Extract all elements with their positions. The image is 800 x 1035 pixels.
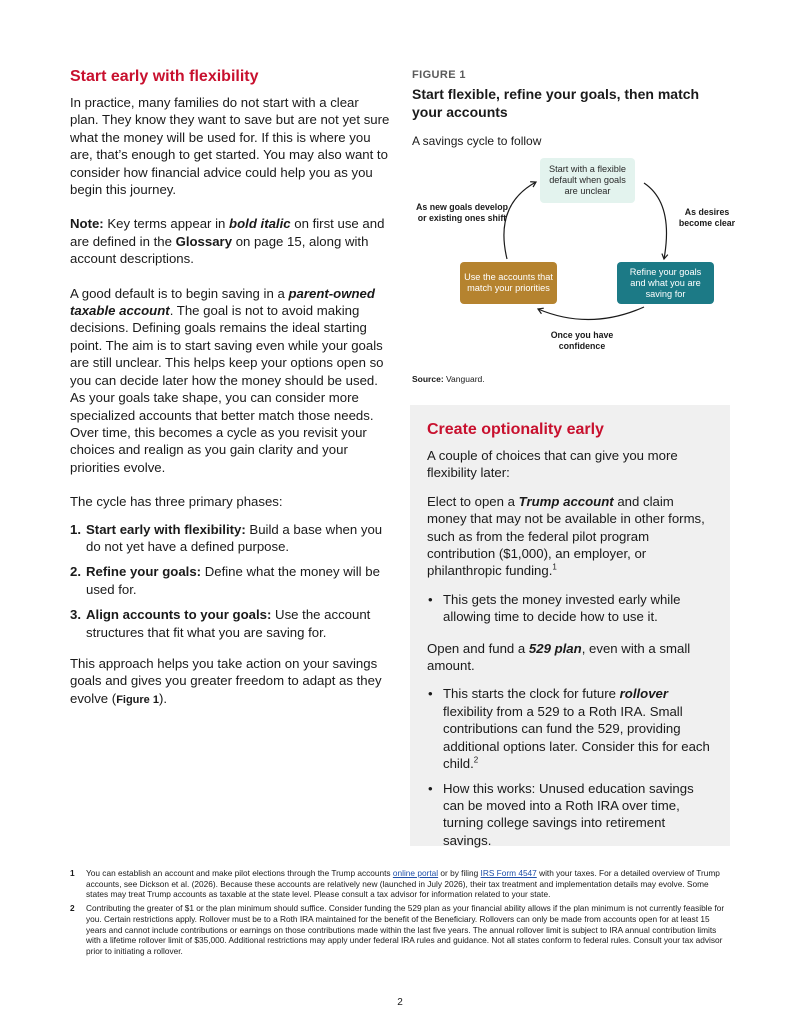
term-rollover: rollover	[619, 686, 669, 702]
figure-reference-link[interactable]: Figure 1	[116, 693, 159, 706]
page-number: 2	[397, 997, 403, 1008]
source-label: Source:	[412, 374, 444, 384]
list-item	[70, 563, 390, 598]
online-portal-link[interactable]: online portal	[392, 868, 439, 878]
phase-title: Align accounts to your goals:	[86, 607, 272, 623]
phase-number: 1.	[70, 521, 81, 537]
figure-subtitle: A savings cycle to follow	[412, 134, 542, 148]
savings-cycle-diagram	[412, 155, 742, 365]
arrow-refine-to-use	[538, 307, 644, 320]
note-text-b: on first use and are defined in the	[70, 216, 385, 249]
figure-label: FIGURE 1	[412, 69, 466, 81]
callout-intro: A couple of choices that can give you more flexibility later:	[427, 448, 678, 481]
text: flexibility from a 529 to a Roth IRA. Small contributions can fund the 529, providing additional options later. Consider this for each child.	[443, 703, 710, 772]
note-label: Note:	[70, 216, 104, 232]
default-text-a: A good default is to begin saving in a	[70, 285, 289, 301]
figure-header	[412, 68, 732, 149]
term-trump-account: Trump account	[518, 493, 614, 509]
phase-text: Use the account structures that fit what you are saving for.	[86, 607, 371, 640]
closing-text-b: ).	[158, 690, 168, 706]
source-text: Vanguard.	[443, 374, 485, 384]
text: You can establish an account and make pilot elections through the Trump accounts	[86, 868, 393, 878]
note-bold-italic: bold italic	[229, 216, 291, 232]
term-parent-owned-taxable-account: parent-owned taxable account	[70, 285, 375, 319]
label-confidence: Once you have confidence	[550, 330, 614, 351]
note-paragraph	[70, 215, 390, 267]
node-start-flexible: Start with a flexible default when goals are unclear	[540, 158, 635, 203]
footnote-ref-1[interactable]: 1	[552, 563, 557, 573]
phase-text: Define what the money will be used for.	[86, 564, 380, 597]
footnote-1	[70, 868, 730, 900]
list-item	[427, 685, 714, 772]
text: and claim money that may not be available in other forms, such as from the federal pilot program contribution ($1,000), an employer, or philanthropic funding.	[427, 493, 705, 579]
text: or by filing	[438, 868, 481, 878]
footnote-number: 2	[70, 903, 75, 914]
footnote-ref-2[interactable]: 2	[473, 755, 479, 765]
list-item	[70, 606, 390, 641]
text: with your taxes. For a detailed overview of Trump accounts, see Dickson et al. (2026). Because these accounts are relatively new (launched in July 2026), their tax treatment and implementation details may evolve. Some states may treat Trump accounts as taxable at the state level. Please consult a tax advisor for information related to your state.	[86, 868, 720, 900]
list-item: • How this works: Unused education savings can be moved into a Roth IRA over time, turning college savings into retirement savings.	[427, 780, 714, 850]
footnotes	[70, 868, 730, 960]
node-refine-goals: Refine your goals and what you are saving for	[617, 262, 714, 304]
note-text-c: on page 15, along with account descriptions.	[70, 233, 369, 267]
figure-title: Start flexible, refine your goals, then match your accounts	[412, 86, 700, 120]
closing-paragraph	[70, 655, 390, 709]
text: Open and fund a	[427, 640, 529, 656]
arrow-start-to-refine	[644, 183, 667, 259]
text: Elect to open a	[427, 493, 519, 509]
trump-account-paragraph	[427, 493, 714, 580]
default-text-b: . The goal is not to avoid making decisions. Defining goals remains the ideal starting point. The aim is to start saving even while your goals are still unclear. This helps keep your options open so you can decide later how the money should be used. As your goals take shape, you can consider more specialized accounts that better match those needs. Over time, this becomes a cycle as you revisit your choices and realign as you gain clarity and your priorities evolve.	[70, 303, 384, 475]
glossary-reference: Glossary	[175, 233, 233, 249]
note-text-a: Key terms appear in	[103, 216, 230, 232]
phase-number: 3.	[70, 607, 81, 623]
text: , even with a small amount.	[427, 640, 691, 674]
footnote-text	[86, 868, 730, 900]
plan-529-bullets	[427, 685, 714, 849]
list-item	[70, 521, 390, 556]
trump-account-bullets	[427, 591, 714, 626]
plan-529-paragraph	[427, 640, 714, 675]
text: This starts the clock for future	[443, 686, 620, 702]
figure-source	[412, 374, 485, 384]
phase-text: Build a base when you do not yet have a defined purpose.	[86, 521, 383, 554]
label-desires-clear: As desires become clear	[678, 207, 736, 228]
optionality-callout-box	[410, 405, 730, 846]
phase-list	[70, 521, 390, 641]
intro-paragraph: In practice, many families do not start with a clear plan. They know they want to save but are not yet sure what the money will be used for. If this is where you are, that’s enough to get started. You may also want to consider how financial advice could help you as you begin this journey.	[70, 95, 390, 198]
list-item: • This gets the money invested early while allowing time to decide how to use it.	[427, 591, 714, 626]
node-use-accounts: Use the accounts that match your priorities	[460, 262, 557, 304]
term-529-plan: 529 plan	[528, 640, 582, 656]
closing-text-a: This approach helps you take action on your savings goals and gives you greater freedom to adapt as they evolve (	[70, 655, 382, 706]
footnote-2	[70, 903, 730, 957]
left-column	[70, 66, 390, 726]
phase-title: Start early with flexibility:	[86, 521, 246, 537]
irs-form-4547-link[interactable]: IRS Form 4547	[480, 868, 537, 878]
footnote-text: Contributing the greater of $1 or the plan minimum should suffice. Consider funding the 529 plan as your financial ability allows if the plan minimum is not currently feasible for you. Certain restrictions apply. Rollover must be to a Roth IRA maintained for the benefit of the Beneficiary. Rollovers can only be made from accounts open for at least 15 years and cannot include contributions or earnings on those contributions made within the last five years. The annual rollover limit is subject to IRA annual contribution limits with a lifetime rollover limit of $35,000. Additional restrictions may apply under federal IRA rules and guidance. Not all states conform to federal rules. Consult your tax advisor prior to initiating a rollover.	[86, 903, 725, 956]
default-paragraph	[70, 285, 390, 476]
cycle-intro: The cycle has three primary phases:	[70, 494, 283, 510]
callout-heading: Create optionality early	[427, 421, 604, 438]
label-new-goals: As new goals develop or existing ones shift	[416, 202, 508, 223]
section-heading: Start early with flexibility	[70, 68, 259, 85]
phase-title: Refine your goals:	[86, 564, 202, 580]
phase-number: 2.	[70, 564, 81, 580]
footnote-number: 1	[70, 868, 75, 878]
